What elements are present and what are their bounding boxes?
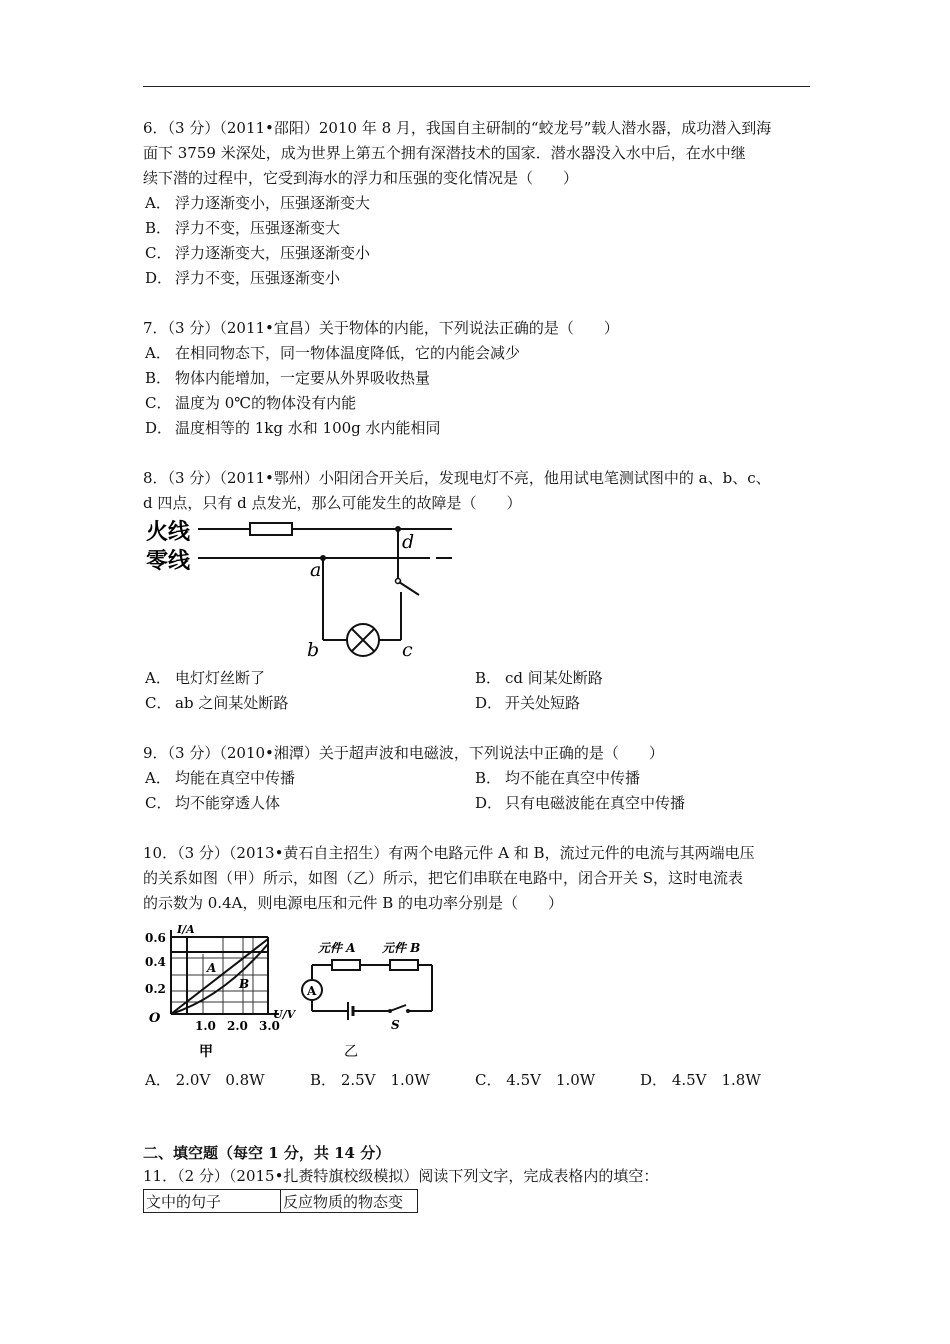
- option-a[interactable]: [145, 1070, 265, 1090]
- option-a[interactable]: [145, 668, 265, 688]
- option-text: 浮力逐渐变大，压强逐渐变小: [175, 244, 371, 262]
- option-b[interactable]: [475, 768, 640, 788]
- option-letter: A．: [145, 344, 171, 362]
- option-letter: B．: [145, 369, 172, 387]
- option-letter: D．: [145, 269, 173, 287]
- option-d[interactable]: [475, 693, 580, 713]
- element-b-label: 元件 B: [382, 941, 421, 955]
- question-11-text: 11．（2 分）（2015•扎赉特旗校级模拟）阅读下列文字，完成表格内的填空：: [143, 1167, 659, 1185]
- option-letter: D．: [475, 794, 503, 812]
- fuse-icon: [250, 523, 292, 535]
- x-tick-label: 1.0: [195, 1019, 216, 1033]
- y-axis-label: I/A: [177, 923, 195, 936]
- option-text: 4.5V 1.0W: [506, 1071, 596, 1089]
- option-text: 均能在真空中传播: [175, 769, 296, 787]
- option-letter: B．: [310, 1071, 337, 1089]
- option-letter: D．: [145, 419, 173, 437]
- option-letter: D．: [475, 694, 503, 712]
- option-c[interactable]: [145, 793, 280, 813]
- option-letter: D．: [640, 1071, 668, 1089]
- option-b[interactable]: [475, 668, 603, 688]
- battery-icon: [348, 1002, 353, 1020]
- option-c[interactable]: [145, 243, 370, 263]
- option-c[interactable]: [145, 393, 356, 413]
- option-d[interactable]: [475, 793, 685, 813]
- option-text: 浮力不变，压强逐渐变小: [175, 269, 341, 287]
- switch-icon: [388, 1005, 410, 1013]
- option-b[interactable]: [310, 1070, 430, 1090]
- option-text: 浮力不变，压强逐渐变大: [175, 219, 341, 237]
- option-letter: A．: [145, 669, 171, 687]
- option-letter: C．: [145, 394, 172, 412]
- switch-icon: [396, 579, 420, 596]
- figure-caption: 乙: [344, 1044, 358, 1060]
- point-d-label: d: [402, 531, 415, 553]
- x-tick-label: 3.0: [259, 1019, 280, 1033]
- option-a[interactable]: [145, 193, 370, 213]
- question-text-line: 8．（3 分）（2011•鄂州）小阳闭合开关后，发现电灯不亮，他用试电笔测试图中的 a、b、c、: [143, 469, 771, 487]
- table-row: [144, 1190, 418, 1213]
- option-d[interactable]: [145, 418, 441, 438]
- y-tick-label: 0.6: [145, 931, 166, 945]
- option-letter: C．: [145, 794, 172, 812]
- y-tick-label: 0.4: [145, 955, 166, 969]
- option-text: 2.5V 1.0W: [340, 1071, 430, 1089]
- option-text: 均不能穿透人体: [175, 794, 281, 812]
- header-rule: [143, 86, 810, 87]
- option-text: 浮力逐渐变小，压强逐渐变大: [175, 194, 371, 212]
- origin-label: O: [149, 1011, 161, 1026]
- question-text-line: 10．（3 分）（2013•黄石自主招生）有两个电路元件 A 和 B，流过元件的电流与其两端电压: [143, 844, 755, 862]
- option-letter: C．: [145, 244, 172, 262]
- switch-label: S: [391, 1018, 400, 1032]
- y-tick-label: 0.2: [145, 982, 166, 996]
- question-text-line: 的关系如图（甲）所示，如图（乙）所示，把它们串联在电路中，闭合开关 S，这时电流表: [143, 869, 744, 887]
- option-d[interactable]: [145, 268, 340, 288]
- option-letter: B．: [145, 219, 172, 237]
- figure-caption: 甲: [199, 1044, 213, 1060]
- series-circuit-figure: [298, 938, 440, 1060]
- option-text: 2.0V 0.8W: [175, 1071, 265, 1089]
- option-letter: B．: [475, 769, 502, 787]
- option-text: 温度相等的 1kg 水和 100g 水内能相同: [175, 419, 441, 437]
- option-c[interactable]: [145, 693, 288, 713]
- element-a-label: 元件 A: [318, 941, 356, 955]
- section-heading: 二、填空题（每空 1 分，共 14 分）: [143, 1144, 391, 1162]
- lamp-icon: [347, 624, 379, 656]
- option-text: 在相同物态下，同一物体温度降低，它的内能会减少: [175, 344, 521, 362]
- option-letter: A．: [145, 194, 171, 212]
- question-text-line: 7．（3 分）（2011•宜昌）关于物体的内能，下列说法正确的是（ ）: [143, 319, 619, 337]
- option-text: 物体内能增加，一定要从外界吸收热量: [175, 369, 431, 387]
- option-letter: C．: [475, 1071, 502, 1089]
- option-text: 均不能在真空中传播: [505, 769, 641, 787]
- option-b[interactable]: [145, 218, 340, 238]
- neutral-wire-label: 零线: [146, 548, 191, 574]
- x-tick-label: 2.0: [227, 1019, 248, 1033]
- question-text-line: 6．（3 分）（2011•邵阳）2010 年 8 月，我国自主研制的“蛟龙号”载人潜水器，成功潜入到海: [143, 119, 772, 137]
- option-letter: B．: [475, 669, 502, 687]
- point-b-label: b: [307, 639, 320, 661]
- live-wire-label: 火线: [146, 519, 191, 545]
- option-text: cd 间某处断路: [505, 669, 603, 687]
- option-letter: C．: [145, 694, 172, 712]
- option-a[interactable]: [145, 343, 520, 363]
- line-b-label: B: [239, 977, 250, 991]
- question-text-line: 续下潜的过程中，它受到海水的浮力和压强的变化情况是（ ）: [143, 169, 579, 187]
- table-header-cell: 反应物质的物态变: [281, 1190, 418, 1213]
- option-text: 只有电磁波能在真空中传播: [505, 794, 686, 812]
- option-letter: A．: [145, 769, 171, 787]
- option-text: ab 之间某处断路: [175, 694, 289, 712]
- household-circuit-figure: [140, 512, 460, 662]
- point-a-label: a: [310, 559, 322, 581]
- option-text: 开关处短路: [505, 694, 581, 712]
- question-text-line: d 四点，只有 d 点发光，那么可能发生的故障是（ ）: [143, 494, 522, 512]
- option-d[interactable]: [640, 1070, 761, 1090]
- option-letter: A．: [145, 1071, 171, 1089]
- ammeter-icon: [302, 980, 322, 1000]
- option-a[interactable]: [145, 768, 295, 788]
- option-text: 温度为 0℃的物体没有内能: [175, 394, 357, 412]
- table-header-cell: 文中的句子: [144, 1190, 281, 1213]
- element-a-resistor: [332, 960, 360, 970]
- option-b[interactable]: [145, 368, 430, 388]
- svg-text:A: A: [307, 984, 317, 998]
- option-c[interactable]: [475, 1070, 595, 1090]
- iu-graph-figure: [143, 922, 301, 1060]
- question-text-line: 面下 3759 米深处，成为世界上第五个拥有深潜技术的国家．潜水器没入水中后，在水中继: [143, 144, 746, 162]
- option-text: 电灯灯丝断了: [175, 669, 266, 687]
- line-a-label: A: [207, 961, 217, 975]
- question-text-line: 9．（3 分）（2010•湘潭）关于超声波和电磁波，下列说法中正确的是（ ）: [143, 744, 664, 762]
- point-c-label: c: [402, 639, 413, 661]
- option-text: 4.5V 1.8W: [671, 1071, 761, 1089]
- element-b-resistor: [390, 960, 418, 970]
- answer-table: [143, 1189, 418, 1213]
- x-axis-label: U/V: [273, 1008, 296, 1021]
- question-text-line: 的示数为 0.4A，则电源电压和元件 B 的电功率分别是（ ）: [143, 894, 564, 912]
